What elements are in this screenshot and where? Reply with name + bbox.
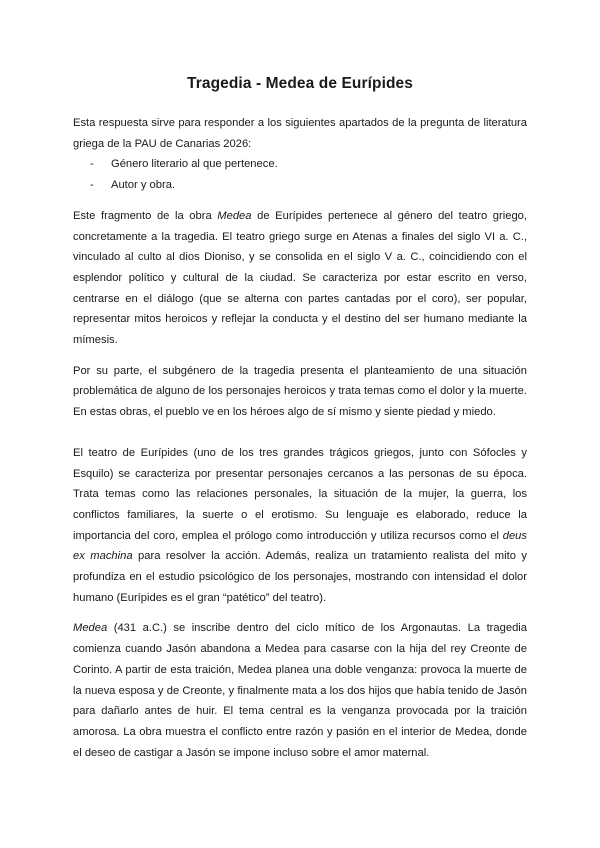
- text-run: (431 a.C.) se inscribe dentro del ciclo mítico de los Argonautas. La tragedia comienza cuando Jasón abandona a Medea para casarse con la hija del rey Creonte de Corinto. A partir de esta traición, Medea planea una doble venganza: provoca la muerte de la nueva esposa y de Creonte, y finalmente mata a los dos hijos que había tenido de Jasón para dañarlo antes de huir. El tema central es la venganza provocada por la traición amorosa. La obra muestra el conflicto entre razón y pasión en el interior de Medea, donde el deseo de castigar a Jasón se impone incluso sobre el amor maternal.: [73, 622, 527, 759]
- question-list: [73, 154, 527, 195]
- text-run: Este fragmento de la obra: [73, 209, 218, 222]
- subgenre-paragraph: Por su parte, el subgénero de la tragedia presenta el planteamiento de una situación problemática de alguno de los personajes heroicos y trata temas como el dolor y la muerte. En estas obras, el pueblo ve en los héroes algo de sí mismo y siente piedad y miedo.: [73, 364, 527, 419]
- text-run: de Eurípides pertenece al género del teatro griego, concretamente a la tragedia. El teatro griego surge en Atenas a finales del siglo VI a. C., vinculado al culto al dios Dioniso, y se consolida en el siglo V a. C., coincidiendo con el esplendor político y cultural de la ciudad. Se caracteriza por estar escrito en verso, centrarse en el diálogo (que se alterna con partes cantadas por el coro), ser popular, representar mitos heroicos y reflejar la conducta y el destino del ser humano mediante la mímesis.: [73, 209, 528, 347]
- latin-term: deus ex machina: [73, 529, 527, 563]
- text-run: para resolver la acción. Además, realiza un tratamiento realista del mito y profundiza en el estudio psicológico de los personajes, mostrando con intensidad el dolor humano (Eurípides es el gran “patético” del teatro).: [73, 550, 527, 604]
- author-paragraph: [73, 443, 527, 609]
- text-run: El teatro de Eurípides (uno de los tres grandes trágicos griegos, junto con Sófocles y Esquilo) se caracteriza por presentar personajes cercanos a las personas de su época. Trata temas como las relaciones personales, la situación de la mujer, la guerra, los conflictos familiares, la suerte o el erotismo. Su lenguaje es elaborado, reduce la importancia del coro, emplea el prólogo como introducción y utiliza recursos como el: [73, 446, 527, 542]
- list-item: - Autor y obra.: [73, 175, 527, 196]
- work-paragraph: [73, 618, 527, 763]
- work-title: Medea: [73, 622, 108, 635]
- document-title: Tragedia - Medea de Eurípides: [187, 75, 413, 92]
- genre-paragraph: [73, 206, 527, 351]
- list-item: - Género literario al que pertenece.: [73, 154, 527, 175]
- work-title: Medea: [217, 209, 252, 222]
- document-body: [73, 113, 527, 763]
- intro-paragraph: Esta respuesta sirve para responder a los siguientes apartados de la pregunta de literatura griega de la PAU de Canarias 2026:: [73, 117, 527, 150]
